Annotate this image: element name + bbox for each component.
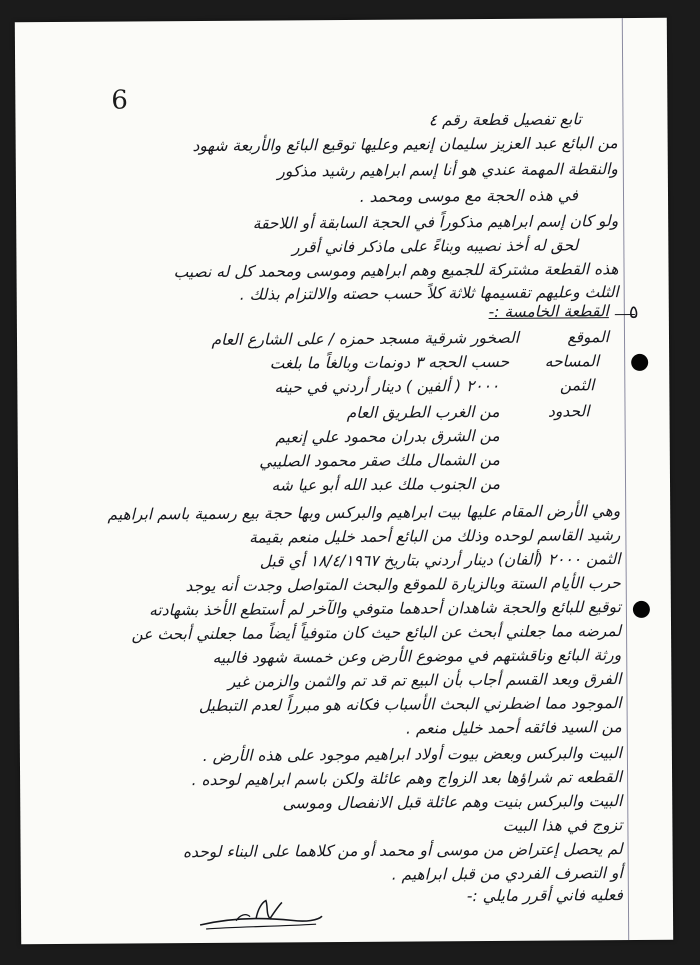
document-sheet <box>15 18 673 945</box>
field-label: الحدود <box>547 402 590 421</box>
text-line: توقيع للبائع والحجة شاهدان أحدهما متوفي والآخر لم أستطع الأخذ بشهادته <box>148 598 621 620</box>
punch-hole-bottom <box>633 601 650 618</box>
text-line: القطعه تم شراؤها بعد الزواج وهم عائلة ولكن باسم ابراهيم لوحده . <box>191 768 623 790</box>
field-value: الصخور شرقية مسجد حمزه / على الشارع العام <box>211 328 520 349</box>
text-line: من السيد فائقه أحمد خليل منعم . <box>405 718 622 738</box>
section-title: القطعة الخامسة :- <box>488 302 609 321</box>
field-label: الثمن <box>559 376 595 395</box>
text-line: رشيد القاسم لوحده وذلك من البائع أحمد خليل منعم بقيمة <box>248 526 621 547</box>
field-label: الموقع <box>567 328 610 347</box>
text-line: فعليه فاني أقرر مايلي :- <box>466 886 623 906</box>
signature-icon <box>196 896 326 933</box>
text-line: أو التصرف الفردي من قبل ابراهيم . <box>391 864 623 884</box>
text-line: لم يحصل إعتراض من موسى أو محمد أو من كلاهما على البناء لوحده <box>182 840 623 862</box>
text-line: تزوج في هذا البيت <box>502 816 623 835</box>
field-value: من الغرب الطريق العام <box>346 402 500 422</box>
text-line: لحق له أخذ نصيبه وبناءً على ماذكر فاني أقرر <box>291 236 579 257</box>
text-line: وهي الأرض المقام عليها بيت ابراهيم والبركس وبها حجة بيع رسمية باسم ابراهيم <box>107 502 621 524</box>
margin-number: ٥ <box>628 301 639 324</box>
boundary-line: من الجنوب ملك عبد الله أبو عيا شه <box>271 474 501 495</box>
text-line: ولو كان إسم ابراهيم مذكوراً في الحجة السابقة أو اللاحقة <box>252 212 619 233</box>
text-line: ورثة البائع وناقشتهم في موضوع الأرض وعن خمسة شهود فالبيه <box>212 646 622 667</box>
boundary-line: من الشمال ملك صقر محمود الصليبي <box>259 450 500 471</box>
boundary-line: من الشرق بدران محمود علي إنعيم <box>275 426 500 447</box>
margin-line <box>622 18 629 940</box>
text-line: الثمن ٢٠٠٠ (ألفان) دينار أردني بتاريخ ١٨/٤/١٩٦٧ أي قبل <box>259 550 621 571</box>
text-line: الفرق وبعد القسم أجاب بأن البيع تم قد تم والثمن والزمن غير <box>227 670 622 691</box>
field-label: المساحه <box>544 352 600 371</box>
page-number: 6 <box>111 85 128 116</box>
text-line: من البائع عبد العزيز سليمان إنعيم وعليها توقيع البائع والأربعة شهود <box>192 134 618 156</box>
field-value: ٢٠٠٠ ( ألفين ) دينار أردني في حينه <box>274 376 500 397</box>
text-line: البيت والبركس وبعض بيوت أولاد ابراهيم موجود على هذه الأرض . <box>202 744 622 765</box>
text-line: الموجود مما اضطرني البحث الأسباب فكانه هو مبرراً لعدم التبطيل <box>198 694 622 716</box>
text-line: لمرضه مما جعلني أبحث عن البائع حيث كان متوفياً أيضاً مما جعلني أبحث عن <box>131 622 622 644</box>
punch-hole-top <box>631 354 648 371</box>
text-line: هذه القطعة مشتركة للجميع وهم ابراهيم وموسى ومحمد كل له نصيب <box>173 260 619 282</box>
text-line: البيت والبركس بنيت وهم عائلة قبل الانفصال وموسى <box>282 792 623 813</box>
field-value: حسب الحجه ٣ دونمات وبالغاً ما بلغت <box>269 352 510 373</box>
text-line: تابع تفصيل قطعة رقم ٤ <box>428 110 582 130</box>
text-line: والنقطة المهمة عندي هو أنا إسم ابراهيم رشيد مذكور <box>277 160 618 181</box>
text-line: حرب الأيام الستة وبالزيارة للموقع والبحث المتواصل وجدت أنه يوجد <box>185 574 621 596</box>
text-line: في هذه الحجة مع موسى ومحمد . <box>359 186 579 206</box>
text-line: الثلث وعليهم تقسيمها ثلاثة كلاً حسب حصته والالتزام بذلك . <box>239 283 619 304</box>
